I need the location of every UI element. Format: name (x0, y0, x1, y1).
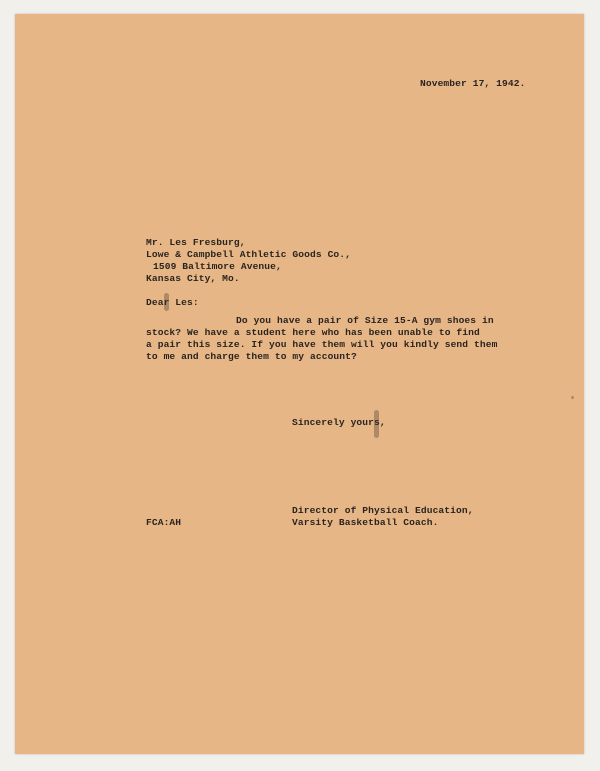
recipient-city: Kansas City, Mo. (146, 273, 240, 284)
recipient-name: Mr. Les Fresburg, (146, 237, 246, 248)
recipient-street: 1509 Baltimore Avenue, (153, 261, 282, 272)
signature-title: Varsity Basketball Coach. (292, 517, 439, 528)
letter-page (15, 14, 584, 754)
body-line: Do you have a pair of Size 15-A gym shoes in (236, 315, 494, 326)
letter-date: November 17, 1942. (420, 78, 526, 89)
recipient-company: Lowe & Campbell Athletic Goods Co., (146, 249, 352, 260)
body-line: to me and charge them to my account? (146, 351, 357, 362)
body-line: a pair this size. If you have them will you kindly send them (146, 339, 498, 350)
salutation: Dear Les: (146, 297, 199, 308)
body-line: stock? We have a student here who has been unable to find (146, 327, 480, 338)
ink-smudge (571, 396, 574, 399)
ink-smudge (374, 410, 379, 438)
ink-smudge (164, 293, 169, 311)
signature-title: Director of Physical Education, (292, 505, 474, 516)
typist-initials: FCA:AH (146, 517, 182, 528)
closing: Sincerely yours, (292, 417, 386, 428)
